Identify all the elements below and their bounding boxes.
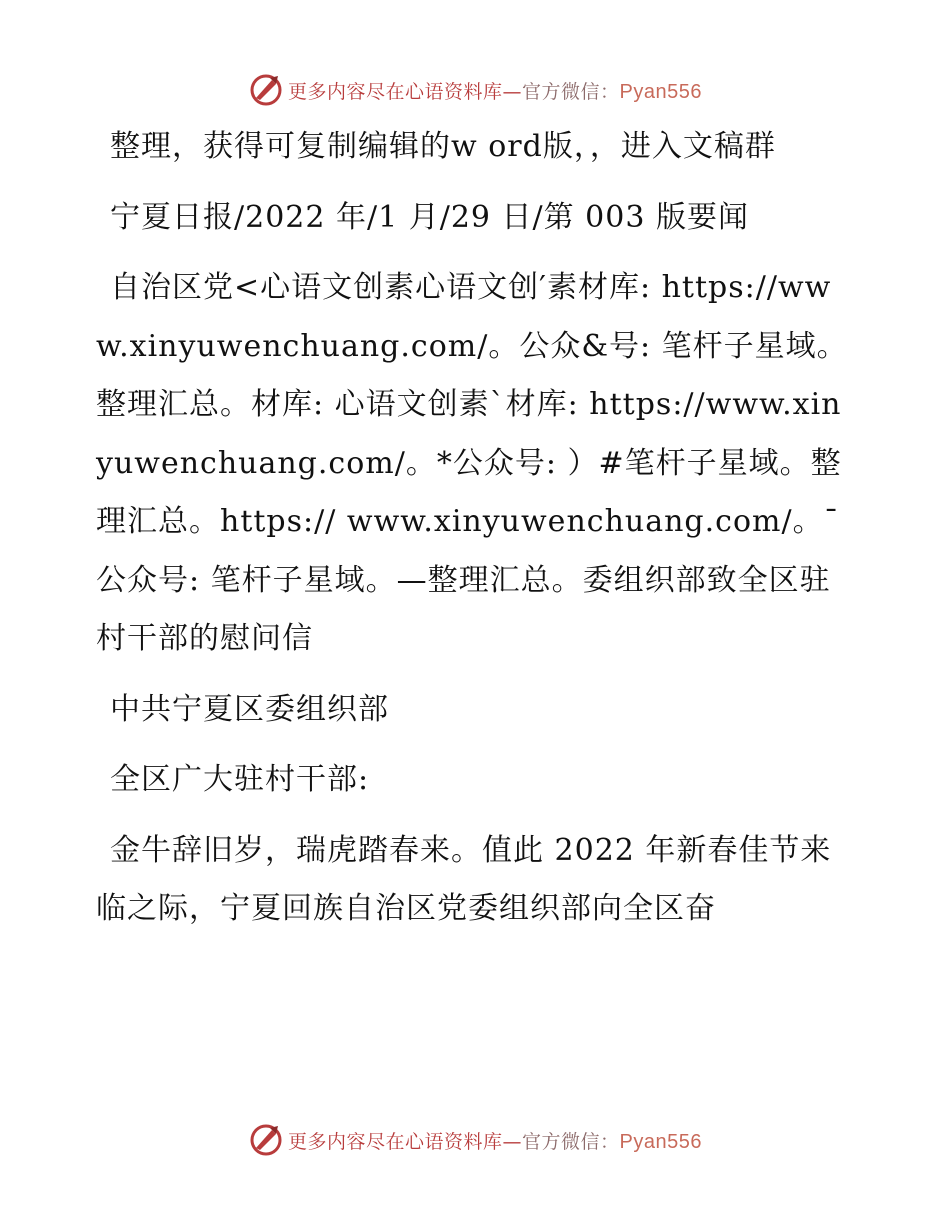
paragraph: 宁夏日报/2022 年/1 月/29 日/第 003 版要闻 (110, 199, 749, 235)
footer-banner (0, 1120, 950, 1160)
brand-logo-icon (248, 72, 284, 108)
paragraph: 金牛辞旧岁，瑞虎踏春来。值此 2022 年新春佳节来临之际，宁夏回族自治区党委组织部向全区奋 (96, 832, 832, 926)
header-banner (0, 70, 950, 110)
document-body (96, 118, 856, 951)
paragraph: 中共宁夏区委组织部 (110, 691, 389, 727)
banner-text: 更多内容尽在心语资料库—官方微信：Pyan556 (288, 80, 702, 103)
paragraph: 全区广大驻村干部: (110, 762, 370, 797)
brand-logo-icon (248, 1122, 284, 1158)
paragraph: 整理，获得可复制编辑的w ord版，，进入文稿群 (110, 129, 776, 164)
banner-text: 更多内容尽在心语资料库—官方微信：Pyan556 (288, 1130, 702, 1153)
paragraph: 自治区党<心语文创素心语文创′素材库: https://www.xinyuwenchuang.com/。公众&号: 笔杆子星域。整理汇总。材库: 心语文创素`材库: https://www.xinyuwenchuang.com/。*公众号: ）#笔杆子星域。整理汇总。https:// www.xinyuwenchuang.com/。¯公众号: 笔杆子星域。—整理汇总。委组织部致全区驻村干部的慰问信 (96, 270, 848, 656)
